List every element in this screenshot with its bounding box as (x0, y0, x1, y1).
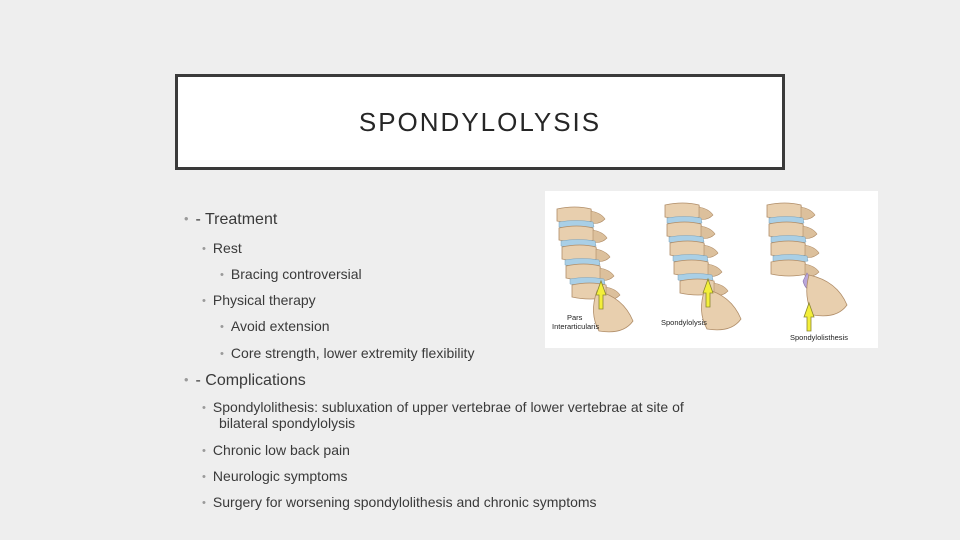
bullet-dot: • (202, 402, 206, 414)
bullet-spondylolithesis: • Spondylolithesis: subluxation of upper vertebrae of lower vertebrae at site of (202, 399, 684, 415)
bullet-complications: • - Complications (184, 372, 306, 389)
bullet-dot: • (202, 471, 206, 483)
label-spondylolisthesis: Spondylolisthesis (790, 333, 848, 342)
bullet-neurologic: • Neurologic symptoms (202, 468, 348, 484)
bullet-surgery: • Surgery for worsening spondylolithesis and chronic symptoms (202, 494, 597, 510)
bullet-treatment: • - Treatment (184, 211, 278, 228)
spine-panel-spondylolysis (665, 203, 741, 330)
label-pars-line1: Pars (567, 313, 583, 322)
bullet-bracing: • Bracing controversial (220, 266, 362, 282)
label-spondylolysis: Spondylolysis (661, 318, 707, 327)
slide-title: SPONDYLOLYSIS (358, 106, 602, 137)
bullet-avoid-extension: • Avoid extension (220, 318, 330, 334)
bullet-rest: • Rest (202, 240, 242, 256)
label-pars-line2: Interarticularis (552, 322, 600, 331)
spine-panel-spondylolisthesis (767, 203, 847, 331)
bullet-dot: • (220, 269, 224, 281)
bullet-core-strength: • Core strength, lower extremity flexibility (220, 345, 475, 361)
bullet-dot: • (220, 321, 224, 333)
bullet-dot: • (220, 348, 224, 360)
bullet-dot: • (184, 211, 189, 226)
bullet-spondylolithesis-cont: bilateral spondylolysis (219, 415, 356, 431)
bullet-dot: • (202, 445, 206, 457)
title-box (175, 74, 785, 170)
bullet-chronic-pain: • Chronic low back pain (202, 442, 350, 458)
bullet-dot: • (202, 243, 206, 255)
bullet-dot: • (202, 295, 206, 307)
bullet-physical-therapy: • Physical therapy (202, 292, 316, 308)
bullet-dot: • (202, 497, 206, 509)
bullet-dot: • (184, 372, 189, 387)
spine-illustration (545, 191, 878, 348)
